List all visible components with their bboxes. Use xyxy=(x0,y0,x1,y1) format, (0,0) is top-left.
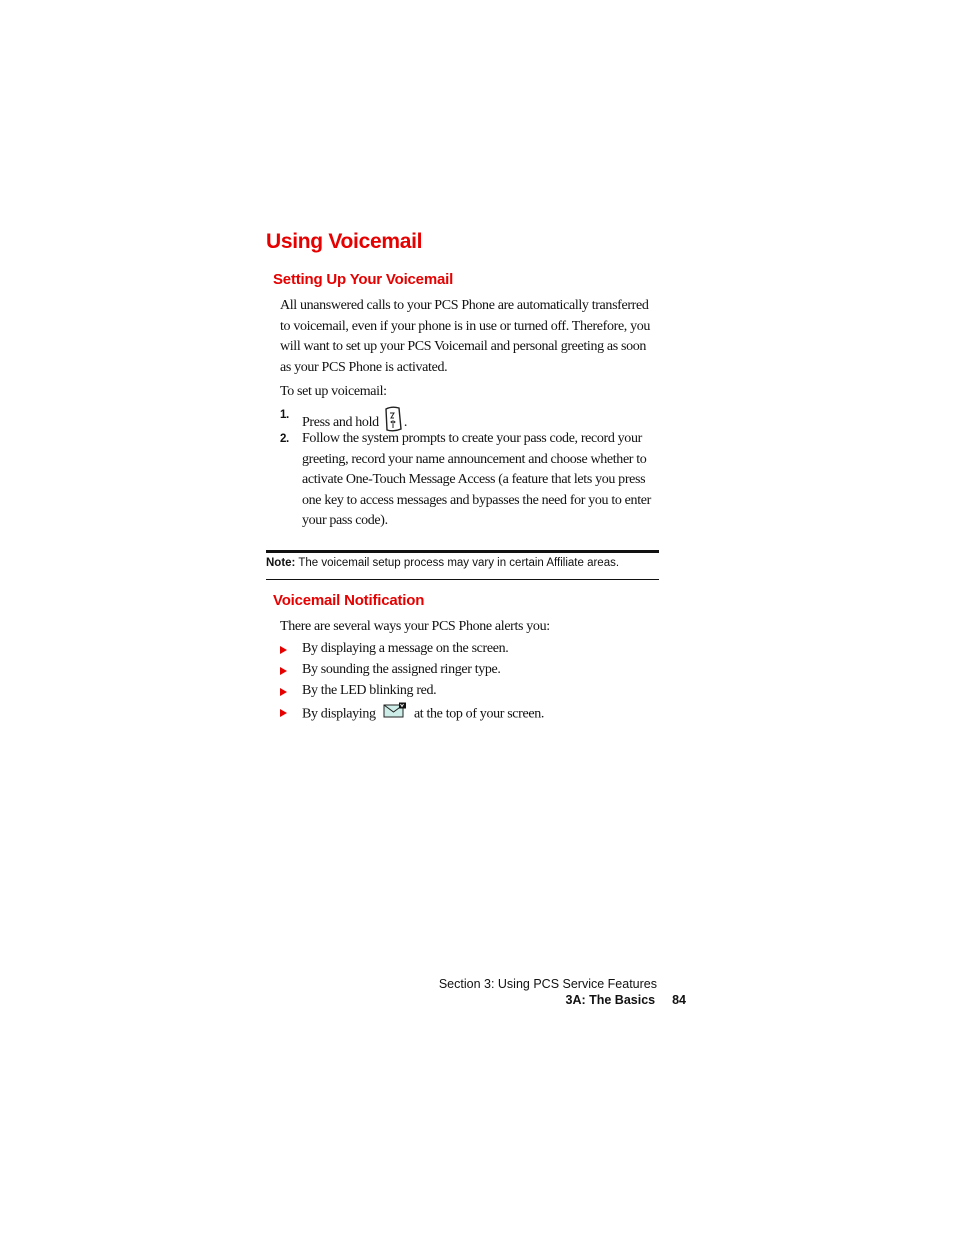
step-number: 1. xyxy=(280,409,289,421)
notification-heading: Voicemail Notification xyxy=(273,592,425,609)
bullet-arrow-icon xyxy=(280,646,287,654)
note-text: The voicemail setup process may vary in certain Affiliate areas. xyxy=(298,557,620,569)
bullet-arrow-icon xyxy=(280,688,287,696)
notification-intro: There are several ways your PCS Phone alerts you: xyxy=(280,619,550,634)
step-text-end: . xyxy=(403,414,408,430)
setup-intro: All unanswered calls to your PCS Phone are automatically transferred to voicemail, even if your phone is in use or turned off. Therefore, you will want to set up your PCS Voicemail and personal greeting as soon as your PCS Phone is activated. xyxy=(280,298,651,375)
note-rule-top xyxy=(266,550,659,553)
voicemail-envelope-icon xyxy=(383,702,407,727)
note xyxy=(266,555,619,571)
page-title: Using Voicemail xyxy=(266,230,423,253)
setup-heading: Setting Up Your Voicemail xyxy=(273,271,454,288)
step-text: Press and hold xyxy=(302,414,379,430)
bullet-arrow-icon xyxy=(280,709,287,717)
setup-lead: To set up voicemail: xyxy=(280,384,387,399)
note-label: Note: xyxy=(266,557,296,569)
note-rule-bottom xyxy=(266,579,659,580)
page-number: 84 xyxy=(672,993,686,1007)
step-number: 2. xyxy=(280,433,289,445)
bullet-arrow-icon xyxy=(280,667,287,675)
footer-section: Section 3: Using PCS Service Features xyxy=(438,977,657,991)
step-text: Follow the system prompts to create your pass code, record your greeting, record your name announcement and choose whether to activate One-Touch Message Access (a feature that lets you press one key to access messages and bypasses the need for you to enter your pass code). xyxy=(302,431,651,528)
footer-chapter-title: 3A: The Basics xyxy=(565,993,656,1007)
footer-chapter xyxy=(566,993,687,1007)
